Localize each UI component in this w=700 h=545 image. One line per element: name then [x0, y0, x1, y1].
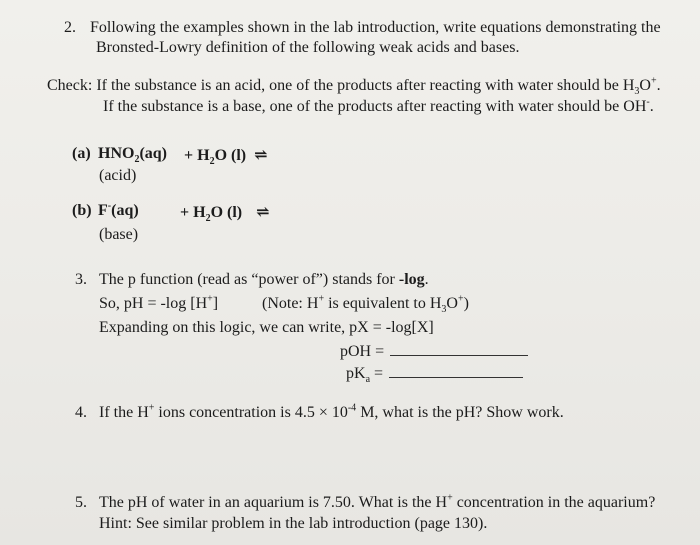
q3-number: 3. — [75, 271, 87, 288]
q3-line1-bold: -log — [398, 271, 425, 288]
q3-note-pre: (Note: H — [262, 295, 319, 312]
check-label: Check: — [47, 77, 93, 94]
part-a-water-post: O (l) — [214, 147, 247, 164]
q2-text-line2: Bronsted-Lowry definition of the following weak acids and bases. — [96, 39, 520, 56]
q4-text-pre: If the H — [99, 404, 149, 421]
check-line2-sup: - — [646, 96, 650, 108]
part-a-water-sub: 2 — [209, 156, 215, 168]
part-b-arrow: ⇌ — [256, 204, 270, 221]
q3-note-sup: + — [318, 293, 325, 305]
q2-number: 2. — [64, 19, 76, 36]
poh-answer-blank[interactable] — [390, 343, 528, 356]
check-line1 — [47, 75, 661, 98]
check-line2-end: . — [649, 98, 654, 115]
q3-line2-pre: So, pH = -log [H — [99, 295, 208, 312]
q5-line1 — [75, 493, 655, 512]
q3-pka-post: = — [370, 365, 384, 382]
q3-note-sup2: + — [457, 293, 464, 305]
q2-text-line1: Following the examples shown in the lab introduction, write equations demonstrating the — [90, 19, 661, 36]
check-sup: + — [650, 75, 657, 87]
check-sub: 3 — [634, 86, 640, 98]
q5-line2: Hint: See similar problem in the lab introduction (page 130). — [99, 515, 488, 532]
part-b-water-sub: 2 — [205, 213, 211, 225]
q3-line2-post: ] — [212, 295, 219, 312]
q5-line1-end: concentration in the aquarium? — [452, 494, 656, 511]
q4-line — [75, 403, 564, 422]
q3-poh-label: pOH = — [340, 343, 385, 360]
part-a-formula-post: (aq) — [139, 145, 168, 162]
part-b-formula-post: (aq) — [111, 202, 139, 219]
q3-pka-pre: pK — [346, 365, 366, 382]
check-line2-text: If the substance is a base, one of the products after reacting with water should be OH — [103, 98, 647, 115]
part-a-water — [184, 145, 268, 168]
part-a-water-pre: + H — [184, 147, 210, 164]
q4-text-sup: + — [148, 402, 155, 414]
q3-poh — [340, 342, 528, 361]
q3-pka — [346, 364, 523, 386]
q3-line3: Expanding on this logic, we can write, pX = -log[X] — [99, 319, 434, 336]
q3-line2 — [99, 294, 218, 313]
part-a-arrow: ⇌ — [254, 147, 268, 164]
q3-pka-sub: a — [365, 374, 371, 386]
q4-text-exp: -4 — [347, 402, 357, 414]
check-o: O — [639, 77, 651, 94]
part-b-water — [180, 202, 270, 225]
check-line2 — [103, 97, 654, 116]
part-b-water-pre: + H — [180, 204, 206, 221]
part-b-water-post: O (l) — [210, 204, 243, 221]
part-b-type: (base) — [99, 226, 139, 243]
q3-note-mid: is equivalent to H — [324, 295, 442, 312]
q3-line1-pre: The p function (read as “power of”) stands for — [99, 271, 399, 288]
q4-text-end: M, what is the pH? Show work. — [356, 404, 564, 421]
part-a-label: (a) — [72, 145, 91, 162]
part-b-formula-pre: F — [98, 202, 108, 219]
part-a-formula-pre: HNO — [98, 145, 135, 162]
pka-answer-blank[interactable] — [389, 365, 523, 378]
q3-note — [262, 293, 469, 316]
part-a-formula — [98, 145, 168, 166]
q3-line1-end: . — [424, 271, 429, 288]
q3-line1 — [75, 270, 429, 289]
q4-number: 4. — [75, 404, 87, 421]
q2-line1 — [64, 18, 661, 37]
q5-number: 5. — [75, 494, 87, 511]
part-a-type: (acid) — [99, 167, 137, 184]
q3-note-o: O — [446, 295, 458, 312]
check-end: . — [656, 77, 661, 94]
q3-line2-sup: + — [207, 293, 213, 305]
q5-line1-pre: The pH of water in an aquarium is 7.50. What is the H — [99, 494, 448, 511]
part-b-label: (b) — [72, 202, 92, 219]
q4-text-mid: ions concentration is 4.5 × 10 — [154, 404, 348, 421]
part-b-formula — [98, 202, 139, 220]
q5-line1-sup: + — [447, 492, 453, 504]
part-b-formula-sup: - — [107, 200, 112, 212]
check-line1-text: If the substance is an acid, one of the products after reacting with water should be H — [96, 77, 635, 94]
q3-note-sub: 3 — [441, 304, 447, 316]
q3-note-end: ) — [463, 295, 469, 312]
part-a-formula-sub: 2 — [134, 154, 140, 166]
